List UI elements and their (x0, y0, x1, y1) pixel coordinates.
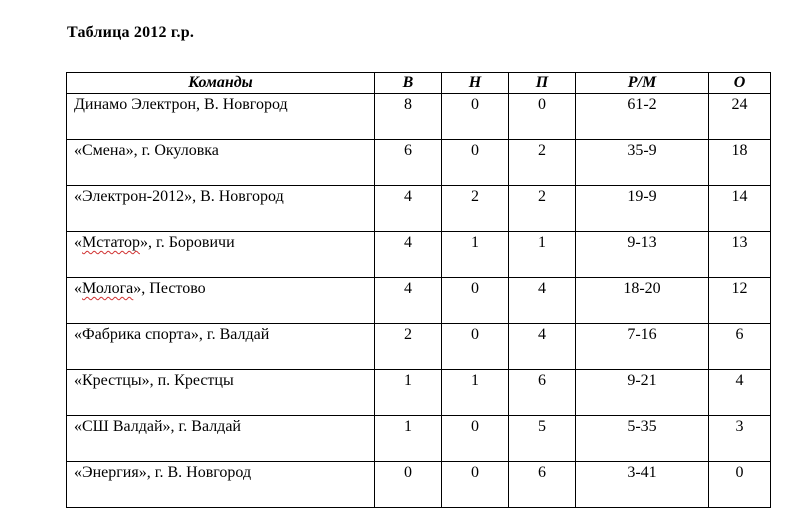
header-points: О (709, 73, 771, 94)
table-row (67, 140, 771, 186)
header-losses: П (509, 73, 576, 94)
header-draws: Н (442, 73, 509, 94)
team-cell: «Электрон-2012», В. Новгород (67, 186, 375, 232)
team-cell (67, 278, 375, 324)
draws-cell: 1 (442, 232, 509, 278)
table-row (67, 416, 771, 462)
losses-cell: 4 (509, 278, 576, 324)
table-row (67, 232, 771, 278)
table-row (67, 462, 771, 508)
table-row (67, 370, 771, 416)
wins-cell: 8 (375, 94, 442, 140)
goals-cell: 7-16 (576, 324, 709, 370)
table-row (67, 94, 771, 140)
team-cell: Динамо Электрон, В. Новгород (67, 94, 375, 140)
points-cell: 12 (709, 278, 771, 324)
points-cell: 0 (709, 462, 771, 508)
points-cell: 18 (709, 140, 771, 186)
goals-cell: 35-9 (576, 140, 709, 186)
points-cell: 4 (709, 370, 771, 416)
wins-cell: 2 (375, 324, 442, 370)
goals-cell: 9-13 (576, 232, 709, 278)
team-cell (67, 232, 375, 278)
losses-cell: 6 (509, 462, 576, 508)
team-name-spellcheck: Мстатор (82, 234, 140, 251)
losses-cell: 2 (509, 140, 576, 186)
wins-cell: 1 (375, 370, 442, 416)
draws-cell: 0 (442, 94, 509, 140)
draws-cell: 0 (442, 462, 509, 508)
wins-cell: 0 (375, 462, 442, 508)
wins-cell: 4 (375, 186, 442, 232)
draws-cell: 0 (442, 416, 509, 462)
losses-cell: 0 (509, 94, 576, 140)
wins-cell: 1 (375, 416, 442, 462)
points-cell: 3 (709, 416, 771, 462)
team-quote-open: « (74, 280, 82, 297)
draws-cell: 1 (442, 370, 509, 416)
losses-cell: 1 (509, 232, 576, 278)
header-team: Команды (67, 73, 375, 94)
team-cell: «Энергия», г. В. Новгород (67, 462, 375, 508)
header-goals: Р/М (576, 73, 709, 94)
draws-cell: 0 (442, 324, 509, 370)
table-row (67, 324, 771, 370)
goals-cell: 3-41 (576, 462, 709, 508)
team-quote-open: « (74, 234, 82, 251)
draws-cell: 0 (442, 140, 509, 186)
goals-cell: 61-2 (576, 94, 709, 140)
team-name-spellcheck: Молога (82, 280, 134, 297)
draws-cell: 0 (442, 278, 509, 324)
wins-cell: 4 (375, 278, 442, 324)
losses-cell: 6 (509, 370, 576, 416)
wins-cell: 6 (375, 140, 442, 186)
table-row (67, 278, 771, 324)
points-cell: 14 (709, 186, 771, 232)
wins-cell: 4 (375, 232, 442, 278)
team-cell: «Фабрика спорта», г. Валдай (67, 324, 375, 370)
points-cell: 24 (709, 94, 771, 140)
team-location: », Пестово (133, 280, 206, 297)
goals-cell: 19-9 (576, 186, 709, 232)
goals-cell: 5-35 (576, 416, 709, 462)
header-wins: В (375, 73, 442, 94)
team-cell: «Крестцы», п. Крестцы (67, 370, 375, 416)
points-cell: 13 (709, 232, 771, 278)
team-cell: «Смена», г. Окуловка (67, 140, 375, 186)
losses-cell: 4 (509, 324, 576, 370)
team-cell: «СШ Валдай», г. Валдай (67, 416, 375, 462)
header-row (67, 73, 771, 94)
points-cell: 6 (709, 324, 771, 370)
losses-cell: 2 (509, 186, 576, 232)
document-title: Таблица 2012 г.р. (67, 24, 195, 41)
goals-cell: 9-21 (576, 370, 709, 416)
losses-cell: 5 (509, 416, 576, 462)
draws-cell: 2 (442, 186, 509, 232)
goals-cell: 18-20 (576, 278, 709, 324)
table-row (67, 186, 771, 232)
standings-table (66, 72, 771, 508)
team-location: », г. Боровичи (139, 234, 235, 251)
